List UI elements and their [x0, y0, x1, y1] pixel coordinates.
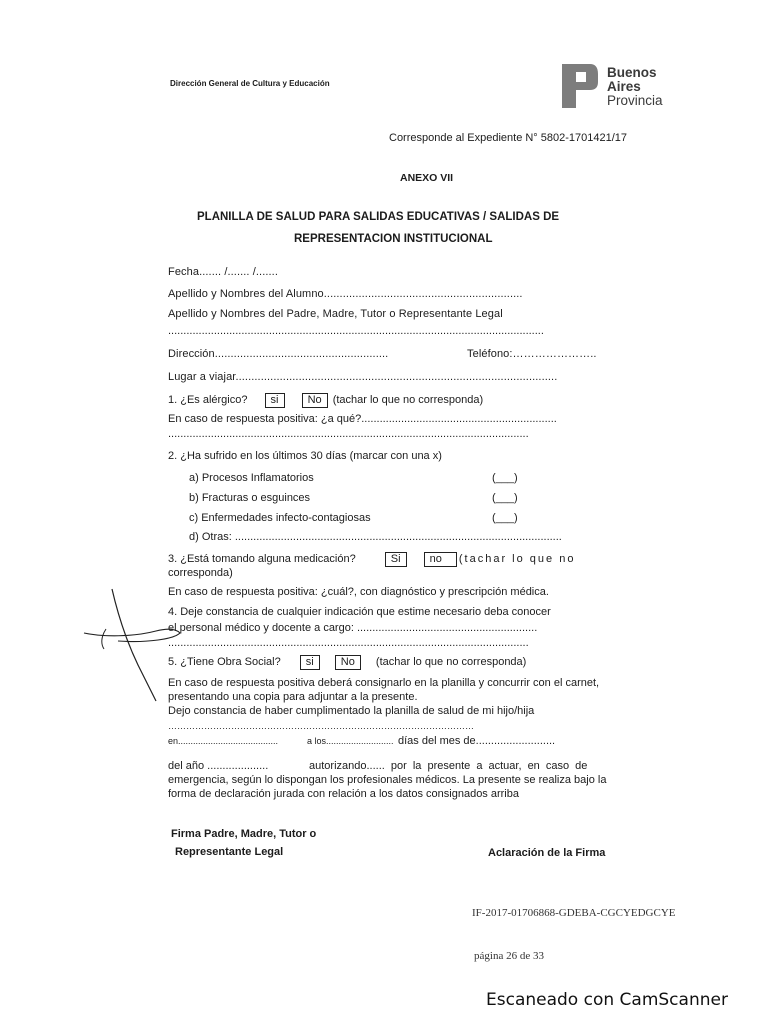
padre-field-label: Apellido y Nombres del Padre, Madre, Tutor o Representante Legal	[168, 308, 503, 320]
q2-item-a: a) Procesos Inflamatorios	[189, 472, 314, 484]
form-title-line-2: REPRESENTACION INSTITUCIONAL	[294, 233, 493, 245]
page-number: página 26 de 33	[474, 950, 544, 962]
q5-autorizando: autorizando...... por la presente a actuar, en caso de	[309, 760, 588, 772]
q2-mark-c[interactable]: (___)	[492, 512, 518, 524]
q2-item-c: c) Enfermedades infecto-contagiosas	[189, 512, 371, 524]
lugar-field[interactable]: Lugar a viajar......................................................................................................	[168, 371, 558, 383]
q5-p3: Dejo constancia de haber cumplimentado la planilla de salud de mi hijo/hija	[168, 705, 535, 717]
q3-note: (tachar lo que no	[458, 553, 576, 565]
q5-note: (tachar lo que no corresponda)	[375, 656, 527, 668]
doc-id: IF-2017-01706868-GDEBA-CGCYEDGCYE	[472, 907, 676, 919]
anexo-title: ANEXO VII	[400, 172, 454, 184]
province-logo	[560, 60, 600, 110]
fecha-field[interactable]: Fecha....... /....... /.......	[168, 266, 278, 278]
q5-no-box[interactable]: No	[335, 655, 361, 670]
q3-row	[168, 552, 575, 567]
org-name: Dirección General de Cultura y Educación	[170, 79, 330, 88]
logo-line-2: Aires	[607, 79, 641, 94]
q1-text: 1. ¿Es alérgico?	[168, 394, 248, 406]
q3-si-box[interactable]: Si	[385, 552, 407, 567]
q5-p1: En caso de respuesta positiva deberá consignarlo en la planilla y concurrir con el carnet,	[168, 677, 600, 689]
q1-dots[interactable]: ......................................................................................................................	[168, 428, 529, 440]
expediente: Corresponde al Expediente N° 5802-1701421/17	[389, 132, 628, 144]
q4-line-1: 4. Deje constancia de cualquier indicación que estime necesario deba conocer	[168, 606, 551, 618]
camscanner-watermark: Escaneado con CamScanner	[486, 990, 728, 1010]
q1-no-box[interactable]: No	[302, 393, 328, 408]
q1-note: (tachar lo que no corresponda)	[332, 394, 484, 406]
q2-item-d[interactable]: d) Otras: ...........................................................................................................	[189, 531, 562, 543]
q4-dots[interactable]: ......................................................................................................................	[168, 637, 529, 649]
q3-followup: En caso de respuesta positiva: ¿cuál?, con diagnóstico y prescripción médica.	[168, 586, 549, 598]
q3-note-2: corresponda)	[168, 567, 233, 579]
q5-p2: presentando una copia para adjuntar a la presente.	[168, 691, 418, 703]
aclaracion-label: Aclaración de la Firma	[488, 847, 606, 859]
handwritten-mark	[78, 585, 198, 705]
firma-label-1: Firma Padre, Madre, Tutor o	[171, 828, 317, 840]
direccion-field[interactable]: Dirección.......................................................	[168, 348, 389, 360]
padre-field[interactable]: ...........................................................................................................................	[168, 325, 544, 337]
q5-dias[interactable]: días del mes de..........................	[398, 735, 556, 747]
q1-followup[interactable]: En caso de respuesta positiva: ¿a qué?................................................................	[168, 413, 557, 425]
province-logo-text	[607, 66, 663, 108]
q5-alos[interactable]: a los...........................	[307, 736, 394, 746]
q2-mark-a[interactable]: (___)	[492, 472, 518, 484]
q5-text: 5. ¿Tiene Obra Social?	[168, 656, 281, 668]
alumno-field[interactable]: Apellido y Nombres del Alumno...............................................................	[168, 288, 523, 300]
q5-si-box[interactable]: si	[300, 655, 320, 670]
q3-no-box[interactable]: no	[424, 552, 457, 567]
q5-del-anio[interactable]: del año ....................	[168, 760, 269, 772]
q5-p7: forma de declaración jurada con relación a los datos consignados arriba	[168, 788, 519, 800]
logo-line-3: Provincia	[607, 93, 663, 108]
q3-text: 3. ¿Está tomando alguna medicación?	[168, 553, 356, 565]
q2-mark-b[interactable]: (___)	[492, 492, 518, 504]
q2-item-b: b) Fracturas o esguinces	[189, 492, 311, 504]
logo-line-1: Buenos	[607, 65, 657, 80]
q1-row	[168, 393, 483, 408]
q5-p6: emergencia, según lo dispongan los profesionales médicos. La presente se realiza bajo la	[168, 774, 607, 786]
telefono-field[interactable]: Teléfono:…………………..	[467, 348, 597, 360]
q5-en[interactable]: en........................................	[168, 736, 279, 746]
q2-text: 2. ¿Ha sufrido en los últimos 30 días (marcar con una x)	[168, 450, 442, 462]
q1-si-box[interactable]: si	[265, 393, 285, 408]
firma-label-2: Representante Legal	[175, 846, 284, 858]
q4-line-2[interactable]: el personal médico y docente a cargo: ...........................................................	[168, 622, 538, 634]
q5-p4[interactable]: …………………………………………………………………………………………	[168, 721, 474, 731]
form-title-line-1: PLANILLA DE SALUD PARA SALIDAS EDUCATIVAS / SALIDAS DE	[197, 211, 560, 223]
q5-row	[168, 655, 526, 670]
